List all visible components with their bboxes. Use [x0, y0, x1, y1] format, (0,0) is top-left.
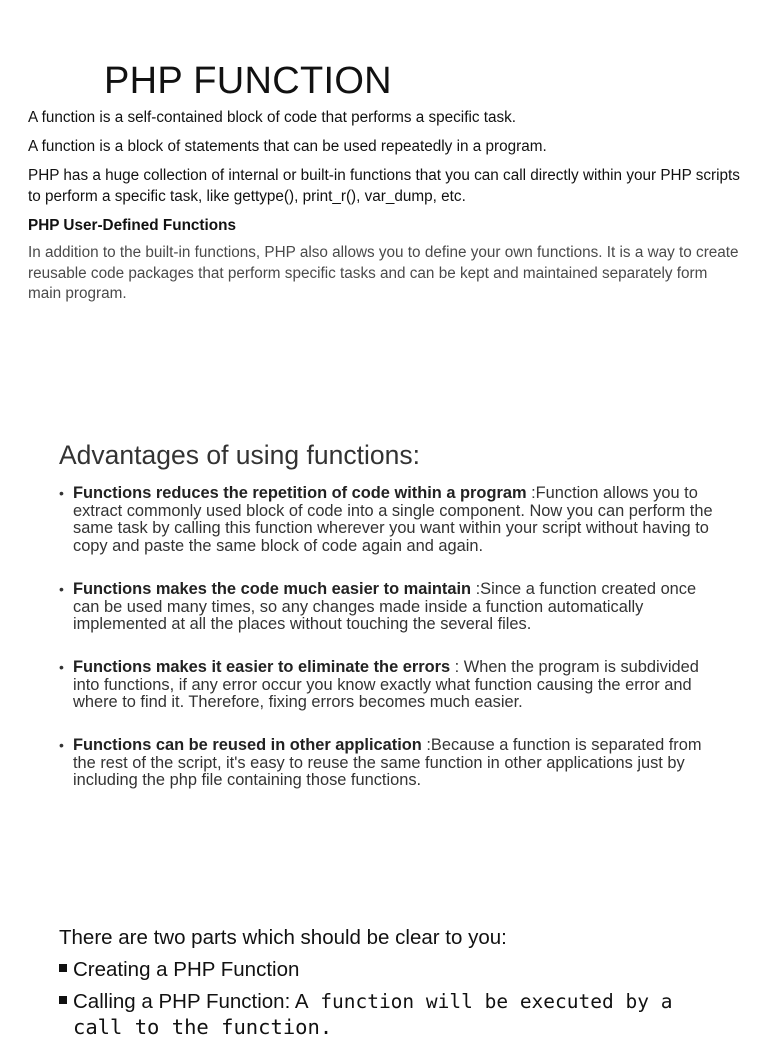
- bullet-icon: •: [59, 659, 64, 675]
- advantage-text: :Function allows you to extract commonly used block of code into a single component. Now you can perform the same task by calling this function wherever you want within your script without having to copy and paste the same block of code again and again.: [73, 484, 713, 555]
- advantage-text: :Because a function is separated from the rest of the script, it's easy to reuse the same function in other applications just by including the php file containing those functions.: [73, 736, 702, 790]
- builtin-functions-paragraph: PHP has a huge collection of internal or built-in functions that you can call directly within your PHP scripts to perform a specific task, like gettype(), print_r(), var_dump, etc.: [28, 167, 740, 205]
- bullet-icon: •: [59, 485, 64, 501]
- square-bullet-icon: [59, 996, 67, 1004]
- advantages-heading: Advantages of using functions:: [59, 440, 420, 470]
- part-item-creating: [59, 957, 299, 983]
- bullet-icon: •: [59, 581, 64, 597]
- bullet-icon: •: [59, 737, 64, 753]
- advantage-title: Functions makes the code much easier to maintain: [73, 580, 472, 598]
- part-item-calling: [59, 989, 672, 1015]
- definition-paragraph-2: A function is a block of statements that can be used repeatedly in a program.: [28, 138, 547, 155]
- part-description-continuation: call to the function.: [73, 1015, 333, 1039]
- user-defined-subheading: PHP User-Defined Functions: [28, 217, 236, 234]
- advantage-title: Functions can be reused in other application: [73, 736, 422, 754]
- two-parts-intro: There are two parts which should be clear to you:: [59, 926, 507, 949]
- square-bullet-icon: [59, 964, 67, 972]
- advantage-text: :Since a function created once can be used many times, so any changes made inside a function automatically implemented at all the places without touching the several files.: [73, 580, 697, 634]
- advantage-title: Functions reduces the repetition of code within a program: [73, 484, 527, 502]
- definition-paragraph-1: A function is a self-contained block of code that performs a specific task.: [28, 109, 517, 126]
- page-title: PHP FUNCTION: [104, 60, 392, 102]
- advantage-text: : When the program is subdivided into functions, if any error occur you know exactly what function causing the error and where to find it. Therefore, fixing errors becomes much easier.: [73, 658, 699, 712]
- part-label: Creating a PHP Function: [73, 958, 300, 981]
- advantage-title: Functions makes it easier to eliminate the errors: [73, 658, 451, 676]
- part-label: Calling a PHP Function: A: [73, 990, 309, 1013]
- part-description: function will be executed by a: [308, 990, 673, 1013]
- user-defined-paragraph: In addition to the built-in functions, PHP also allows you to define your own functions. It is a way to create reusable code packages that perform specific tasks and can be kept and maintained separately form main program.: [28, 244, 739, 302]
